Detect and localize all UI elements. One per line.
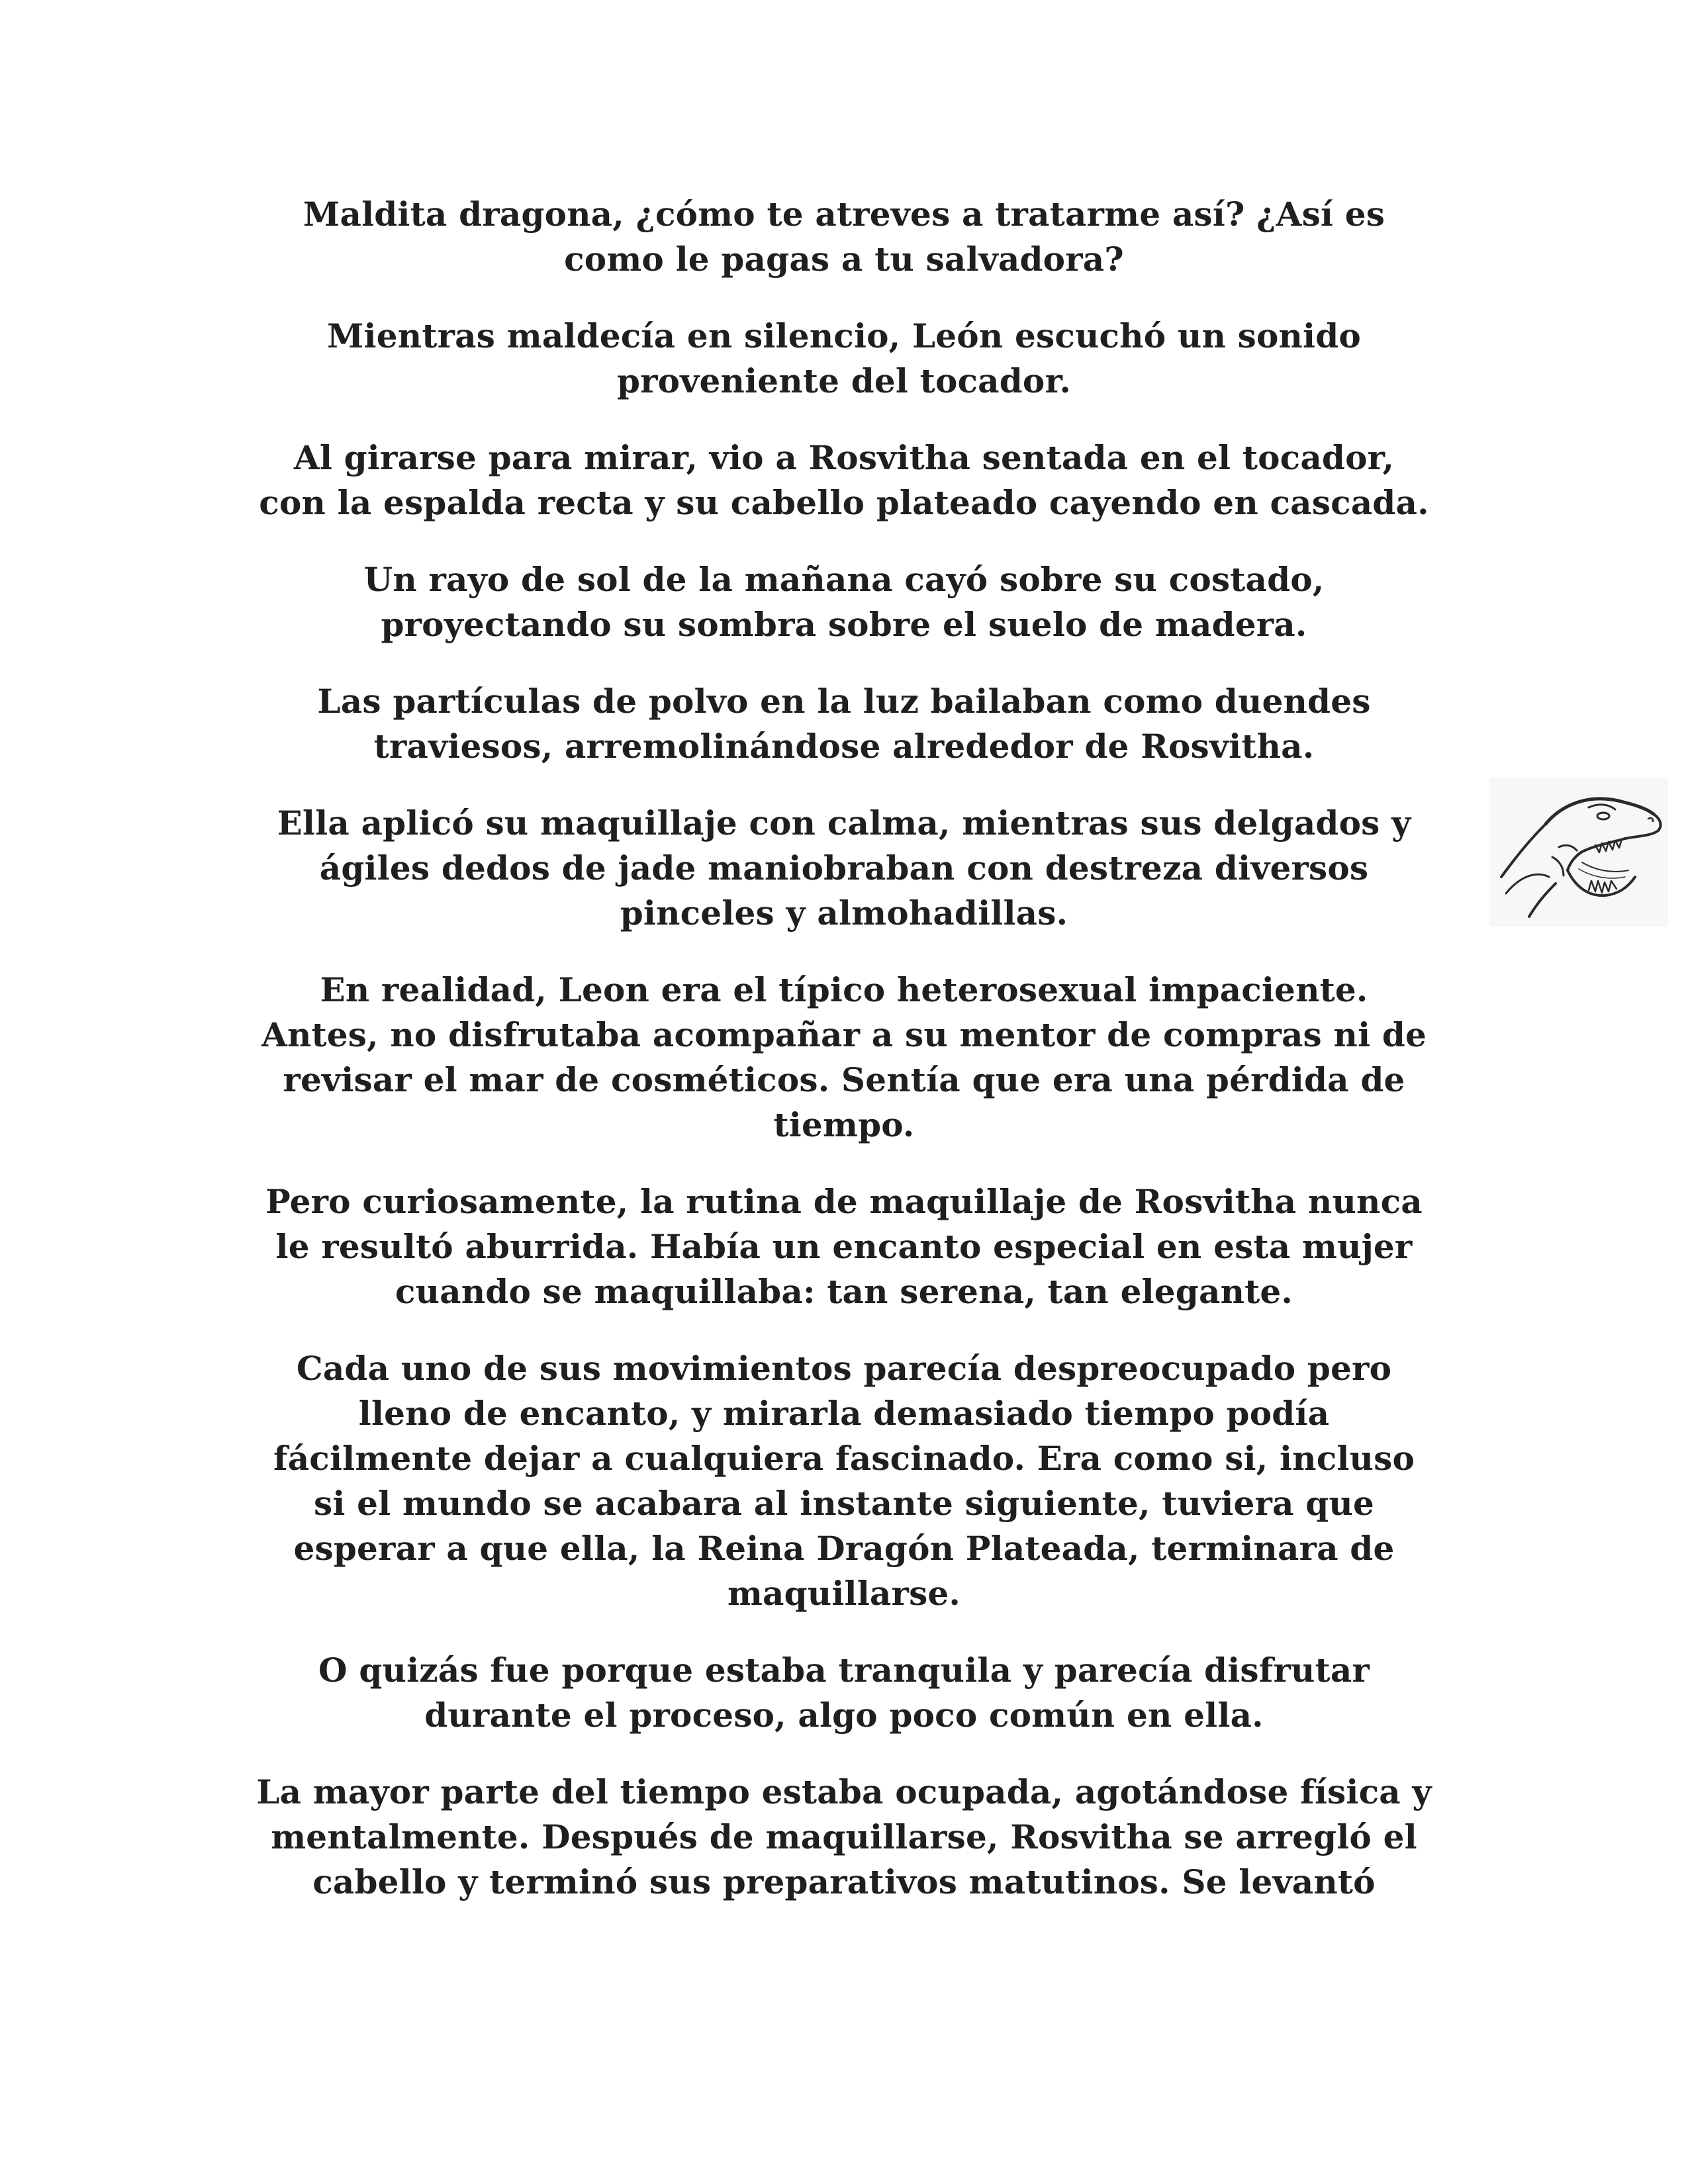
text-line: revisar el mar de cosméticos. Sentía que era una pérdida de [283,1060,1405,1099]
paragraph-5 [228,679,1460,769]
text-line: Cada uno de sus movimientos parecía despreocupado pero [296,1349,1392,1388]
text-line: pinceles y almohadillas. [620,893,1068,933]
text-line: O quizás fue porque estaba tranquila y parecía disfrutar [318,1651,1370,1690]
paragraph-10 [228,1648,1460,1738]
text-line: Mientras maldecía en silencio, León escuchó un sonido [327,316,1361,355]
text-line: cabello y terminó sus preparativos matutinos. Se levantó [312,1862,1376,1901]
text-line: durante el proceso, algo poco común en ella. [424,1696,1264,1735]
paragraph-8 [228,1179,1460,1314]
paragraph-1 [228,192,1460,282]
text-line: En realidad, Leon era el típico heterosexual impaciente. [320,970,1368,1009]
text-line: si el mundo se acabara al instante siguiente, tuviera que [314,1484,1374,1523]
text-line: Antes, no disfrutaba acompañar a su mentor de compras ni de [261,1015,1427,1054]
text-line: mentalmente. Después de maquillarse, Rosvitha se arregló el [271,1817,1417,1856]
text-line: fácilmente dejar a cualquiera fascinado. Era como si, incluso [273,1439,1415,1478]
text-line: Pero curiosamente, la rutina de maquillaje de Rosvitha nunca [265,1182,1423,1221]
text-line: Las partículas de polvo en la luz bailaban como duendes [317,682,1371,721]
story-text [228,192,1460,1936]
text-line: Un rayo de sol de la mañana cayó sobre su costado, [363,560,1325,599]
dinosaur-head-sketch-icon [1489,778,1668,927]
text-line: maquillarse. [727,1574,961,1613]
paragraph-3 [228,435,1460,525]
paragraph-2 [228,314,1460,404]
text-line: esperar a que ella, la Reina Dragón Plateada, terminara de [293,1529,1395,1568]
text-line: lleno de encanto, y mirarla demasiado tiempo podía [358,1394,1330,1433]
paragraph-11 [228,1770,1460,1905]
text-line: Al girarse para mirar, vio a Rosvitha sentada en el tocador, [293,438,1395,477]
paragraph-7 [228,968,1460,1148]
text-line: le resultó aburrida. Había un encanto especial en esta mujer [275,1227,1413,1266]
text-line: Ella aplicó su maquillaje con calma, mientras sus delgados y [277,803,1411,842]
paragraph-6 [228,801,1460,936]
text-line: con la espalda recta y su cabello plateado cayendo en cascada. [259,483,1429,522]
text-line: Maldita dragona, ¿cómo te atreves a tratarme así? ¿Así es [303,195,1385,234]
text-line: como le pagas a tu salvadora? [564,240,1124,279]
text-line: proyectando su sombra sobre el suelo de madera. [381,605,1307,644]
text-line: cuando se maquillaba: tan serena, tan elegante. [395,1272,1293,1311]
text-line: La mayor parte del tiempo estaba ocupada, agotándose física y [256,1772,1432,1811]
text-line: ágiles dedos de jade maniobraban con destreza diversos [319,848,1369,887]
paragraph-4 [228,557,1460,647]
paragraph-9 [228,1346,1460,1616]
text-line: traviesos, arremolinándose alrededor de Rosvitha. [373,727,1315,766]
text-line: proveniente del tocador. [616,361,1072,400]
text-line: tiempo. [773,1105,915,1144]
